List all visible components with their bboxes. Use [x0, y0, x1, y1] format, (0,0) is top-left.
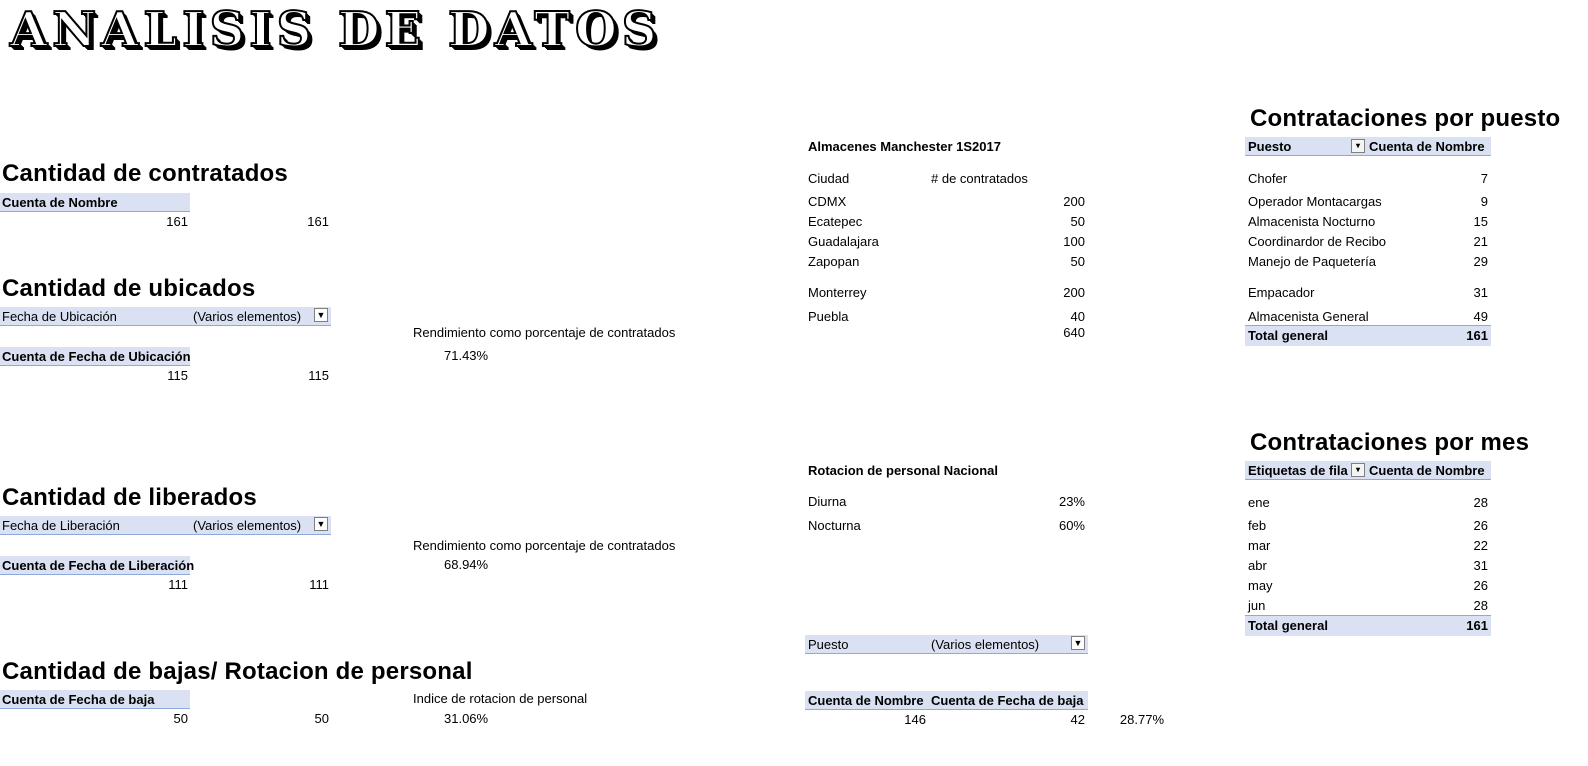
- por-mes-header: [1245, 461, 1491, 480]
- liberados-filter-value[interactable]: (Varios elementos): [193, 518, 302, 533]
- por-puesto-value[interactable]: 15: [1473, 214, 1488, 229]
- por-puesto-label[interactable]: Empacador: [1248, 285, 1315, 300]
- por-mes-label[interactable]: ene: [1248, 495, 1270, 510]
- rotacion-label[interactable]: Nocturna: [808, 518, 861, 533]
- rotacion-value[interactable]: 60%: [1058, 518, 1085, 533]
- puesto-filter-value[interactable]: (Varios elementos): [931, 637, 1040, 652]
- liberados-heading: Cantidad de liberados: [2, 484, 257, 511]
- contratados-value-copy[interactable]: 161: [307, 214, 329, 229]
- por-mes-label[interactable]: mar: [1248, 538, 1271, 553]
- ubicados-filter-row: [0, 307, 331, 326]
- por-puesto-value[interactable]: 31: [1473, 285, 1488, 300]
- puesto-pivot-v2[interactable]: 42: [1070, 712, 1085, 727]
- por-puesto-label[interactable]: Operador Montacargas: [1248, 194, 1382, 209]
- chevron-down-icon[interactable]: ▾: [1351, 463, 1365, 477]
- liberados-value-copy[interactable]: 111: [309, 577, 329, 592]
- liberados-filter-label: Fecha de Liberación: [2, 518, 120, 533]
- rotacion-value[interactable]: 23%: [1058, 494, 1085, 509]
- contratados-value[interactable]: 161: [166, 214, 188, 229]
- almacenes-count[interactable]: 200: [1063, 285, 1085, 300]
- page-title: ANALISIS DE DATOS: [10, 2, 662, 58]
- por-puesto-total-value[interactable]: 161: [1466, 328, 1488, 343]
- por-puesto-label[interactable]: Almacenista Nocturno: [1248, 214, 1376, 229]
- filter-icon[interactable]: ▼: [314, 308, 328, 322]
- por-mes-label[interactable]: jun: [1248, 598, 1266, 613]
- filter-icon[interactable]: ▼: [1071, 636, 1085, 650]
- sort-dropdown-icon[interactable]: ▾: [1351, 139, 1365, 153]
- por-mes-value[interactable]: 28: [1473, 598, 1488, 613]
- almacenes-count[interactable]: 40: [1070, 309, 1085, 324]
- ubicados-value-copy[interactable]: 115: [308, 368, 329, 383]
- por-mes-label[interactable]: abr: [1248, 558, 1267, 573]
- almacenes-col-ciudad: Ciudad: [808, 171, 850, 186]
- por-puesto-h1[interactable]: Puesto: [1248, 139, 1292, 154]
- por-mes-value[interactable]: 28: [1473, 495, 1488, 510]
- puesto-pivot-header: [805, 691, 1088, 710]
- ubicados-header[interactable]: Cuenta de Fecha de Ubicación: [2, 349, 191, 364]
- almacenes-total[interactable]: 640: [1063, 325, 1085, 340]
- por-mes-label[interactable]: feb: [1248, 518, 1267, 533]
- almacenes-city[interactable]: Zapopan: [808, 254, 860, 269]
- rotacion-label[interactable]: Diurna: [808, 494, 847, 509]
- ubicados-heading: Cantidad de ubicados: [2, 275, 256, 302]
- por-puesto-value[interactable]: 21: [1473, 234, 1488, 249]
- bajas-value-copy[interactable]: 50: [314, 711, 329, 726]
- por-mes-label[interactable]: may: [1248, 578, 1273, 593]
- bajas-header[interactable]: Cuenta de Fecha de baja: [0, 690, 190, 709]
- almacenes-count[interactable]: 50: [1070, 254, 1085, 269]
- por-mes-total-label[interactable]: Total general: [1248, 618, 1328, 633]
- por-puesto-label[interactable]: Manejo de Paquetería: [1248, 254, 1376, 269]
- liberados-rendimiento-value[interactable]: 68.94%: [444, 557, 489, 572]
- indice-rotacion-value[interactable]: 31.06%: [444, 711, 489, 726]
- puesto-filter-label: Puesto: [808, 637, 849, 652]
- por-mes-heading: Contrataciones por mes: [1250, 429, 1530, 456]
- por-puesto-header: [1245, 137, 1491, 156]
- rotacion-title: Rotacion de personal Nacional: [808, 463, 998, 478]
- bajas-heading: Cantidad de bajas/ Rotacion de personal: [2, 658, 473, 685]
- por-mes-total-row: [1245, 615, 1491, 636]
- ubicados-filter-label: Fecha de Ubicación: [2, 309, 117, 324]
- ubicados-rendimiento-label: Rendimiento como porcentaje de contratados: [413, 325, 676, 340]
- por-mes-value[interactable]: 26: [1473, 518, 1488, 533]
- por-puesto-label[interactable]: Chofer: [1248, 171, 1288, 186]
- por-puesto-heading: Contrataciones por puesto: [1250, 105, 1561, 132]
- por-puesto-value[interactable]: 9: [1480, 194, 1488, 209]
- puesto-pivot-h2[interactable]: Cuenta de Fecha de baja: [931, 693, 1084, 708]
- filter-icon[interactable]: ▼: [314, 517, 328, 531]
- bajas-value[interactable]: 50: [173, 711, 188, 726]
- almacenes-city[interactable]: CDMX: [808, 194, 847, 209]
- almacenes-city[interactable]: Puebla: [808, 309, 849, 324]
- por-puesto-h2[interactable]: Cuenta de Nombre: [1369, 139, 1485, 154]
- por-puesto-value[interactable]: 7: [1480, 171, 1488, 186]
- puesto-pivot-v1[interactable]: 146: [904, 712, 926, 727]
- puesto-pivot-h1[interactable]: Cuenta de Nombre: [808, 693, 924, 708]
- por-mes-total-value[interactable]: 161: [1466, 618, 1488, 633]
- por-mes-h2[interactable]: Cuenta de Nombre: [1369, 463, 1485, 478]
- liberados-value[interactable]: 111: [168, 577, 188, 592]
- almacenes-city[interactable]: Monterrey: [808, 285, 867, 300]
- almacenes-city[interactable]: Guadalajara: [808, 234, 879, 249]
- por-puesto-total-row: [1245, 325, 1491, 346]
- almacenes-col-contratados: # de contratados: [931, 171, 1028, 186]
- puesto-filter-row: [805, 635, 1088, 654]
- almacenes-count[interactable]: 100: [1063, 234, 1085, 249]
- por-puesto-label[interactable]: Coordinardor de Recibo: [1248, 234, 1387, 249]
- por-mes-value[interactable]: 26: [1473, 578, 1488, 593]
- ubicados-rendimiento-value[interactable]: 71.43%: [444, 348, 489, 363]
- contratados-heading: Cantidad de contratados: [2, 160, 288, 187]
- por-mes-value[interactable]: 31: [1473, 558, 1488, 573]
- almacenes-title: Almacenes Manchester 1S2017: [808, 139, 1001, 154]
- por-mes-h1[interactable]: Etiquetas de fila: [1248, 463, 1348, 478]
- puesto-pivot-pct[interactable]: 28.77%: [1119, 712, 1164, 727]
- indice-rotacion-label: Indice de rotacion de personal: [413, 691, 588, 706]
- ubicados-value[interactable]: 115: [167, 368, 188, 383]
- por-puesto-label[interactable]: Almacenista General: [1248, 309, 1369, 324]
- ubicados-filter-value[interactable]: (Varios elementos): [193, 309, 302, 324]
- almacenes-count[interactable]: 200: [1063, 194, 1085, 209]
- liberados-header[interactable]: Cuenta de Fecha de Liberación: [2, 558, 195, 573]
- por-puesto-value[interactable]: 49: [1473, 309, 1488, 324]
- por-puesto-value[interactable]: 29: [1473, 254, 1488, 269]
- liberados-filter-row: [0, 516, 331, 535]
- contratados-header[interactable]: Cuenta de Nombre: [0, 193, 190, 212]
- almacenes-city[interactable]: Ecatepec: [808, 214, 863, 229]
- por-mes-value[interactable]: 22: [1473, 538, 1488, 553]
- almacenes-count[interactable]: 50: [1070, 214, 1085, 229]
- por-puesto-total-label[interactable]: Total general: [1248, 328, 1328, 343]
- liberados-rendimiento-label: Rendimiento como porcentaje de contratados: [413, 538, 676, 553]
